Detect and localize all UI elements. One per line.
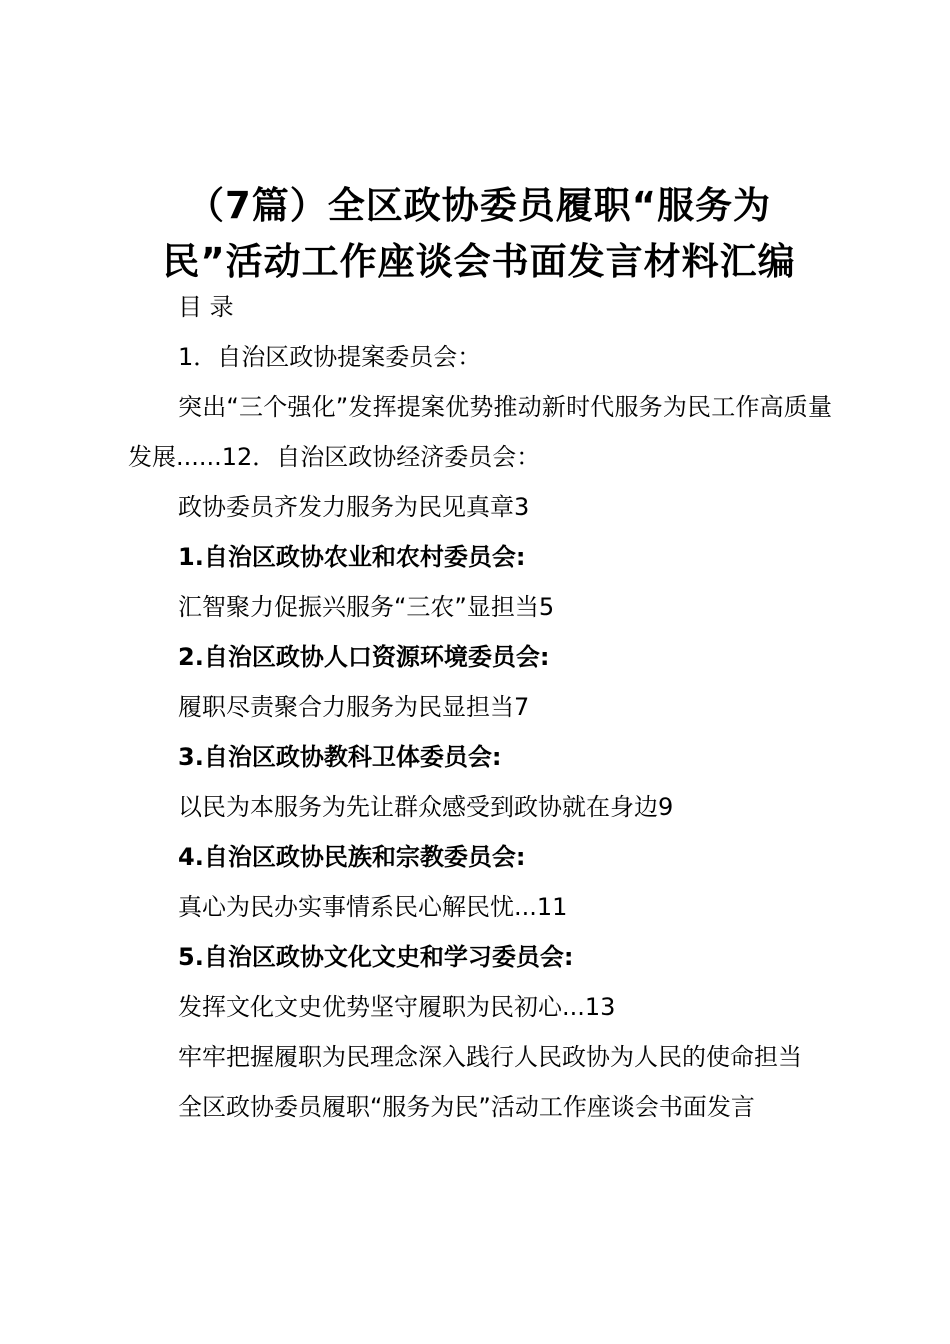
- toc-committee: 3.自治区政协教科卫体委员会:: [178, 743, 502, 771]
- toc-entry: 全区政协委员履职“服务为民”活动工作座谈会书面发言: [178, 1093, 755, 1121]
- toc-committee: 4.自治区政协民族和宗教委员会:: [178, 843, 526, 871]
- toc-entry: 以民为本服务为先让群众感受到政协就在身边9: [178, 793, 674, 821]
- title-line-2: 民”活动工作座谈会书面发言材料汇编: [162, 240, 796, 283]
- toc-committee: 2.自治区政协人口资源环境委员会:: [178, 643, 550, 671]
- title-line-1: （7篇）全区政协委员履职“服务为: [186, 184, 772, 227]
- toc-entry: 牢牢把握履职为民理念深入践行人民政协为人民的使命担当: [178, 1043, 802, 1071]
- toc-entry: 汇智聚力促振兴服务“三农”显担当5: [178, 593, 555, 621]
- toc-entry: 突出“三个强化”发挥提案优势推动新时代服务为民工作高质量发展......12．自治区政协经济委员会：: [128, 393, 832, 471]
- toc-committee: 1.自治区政协农业和农村委员会:: [178, 543, 526, 571]
- toc-entry: 政协委员齐发力服务为民见真章3: [178, 493, 530, 521]
- toc-entry: 发挥文化文史优势坚守履职为民初心...13: [178, 993, 616, 1021]
- toc-entry: 履职尽责聚合力服务为民显担当7: [178, 693, 530, 721]
- toc-committee: 1．自治区政协提案委员会：: [178, 343, 482, 371]
- toc-committee: 5.自治区政协文化文史和学习委员会:: [178, 943, 574, 971]
- toc-heading: 目 录: [178, 293, 234, 321]
- toc-entry: 真心为民办实事情系民心解民忧...11: [178, 893, 568, 921]
- table-of-contents: [128, 282, 832, 1132]
- document-title: [120, 178, 838, 290]
